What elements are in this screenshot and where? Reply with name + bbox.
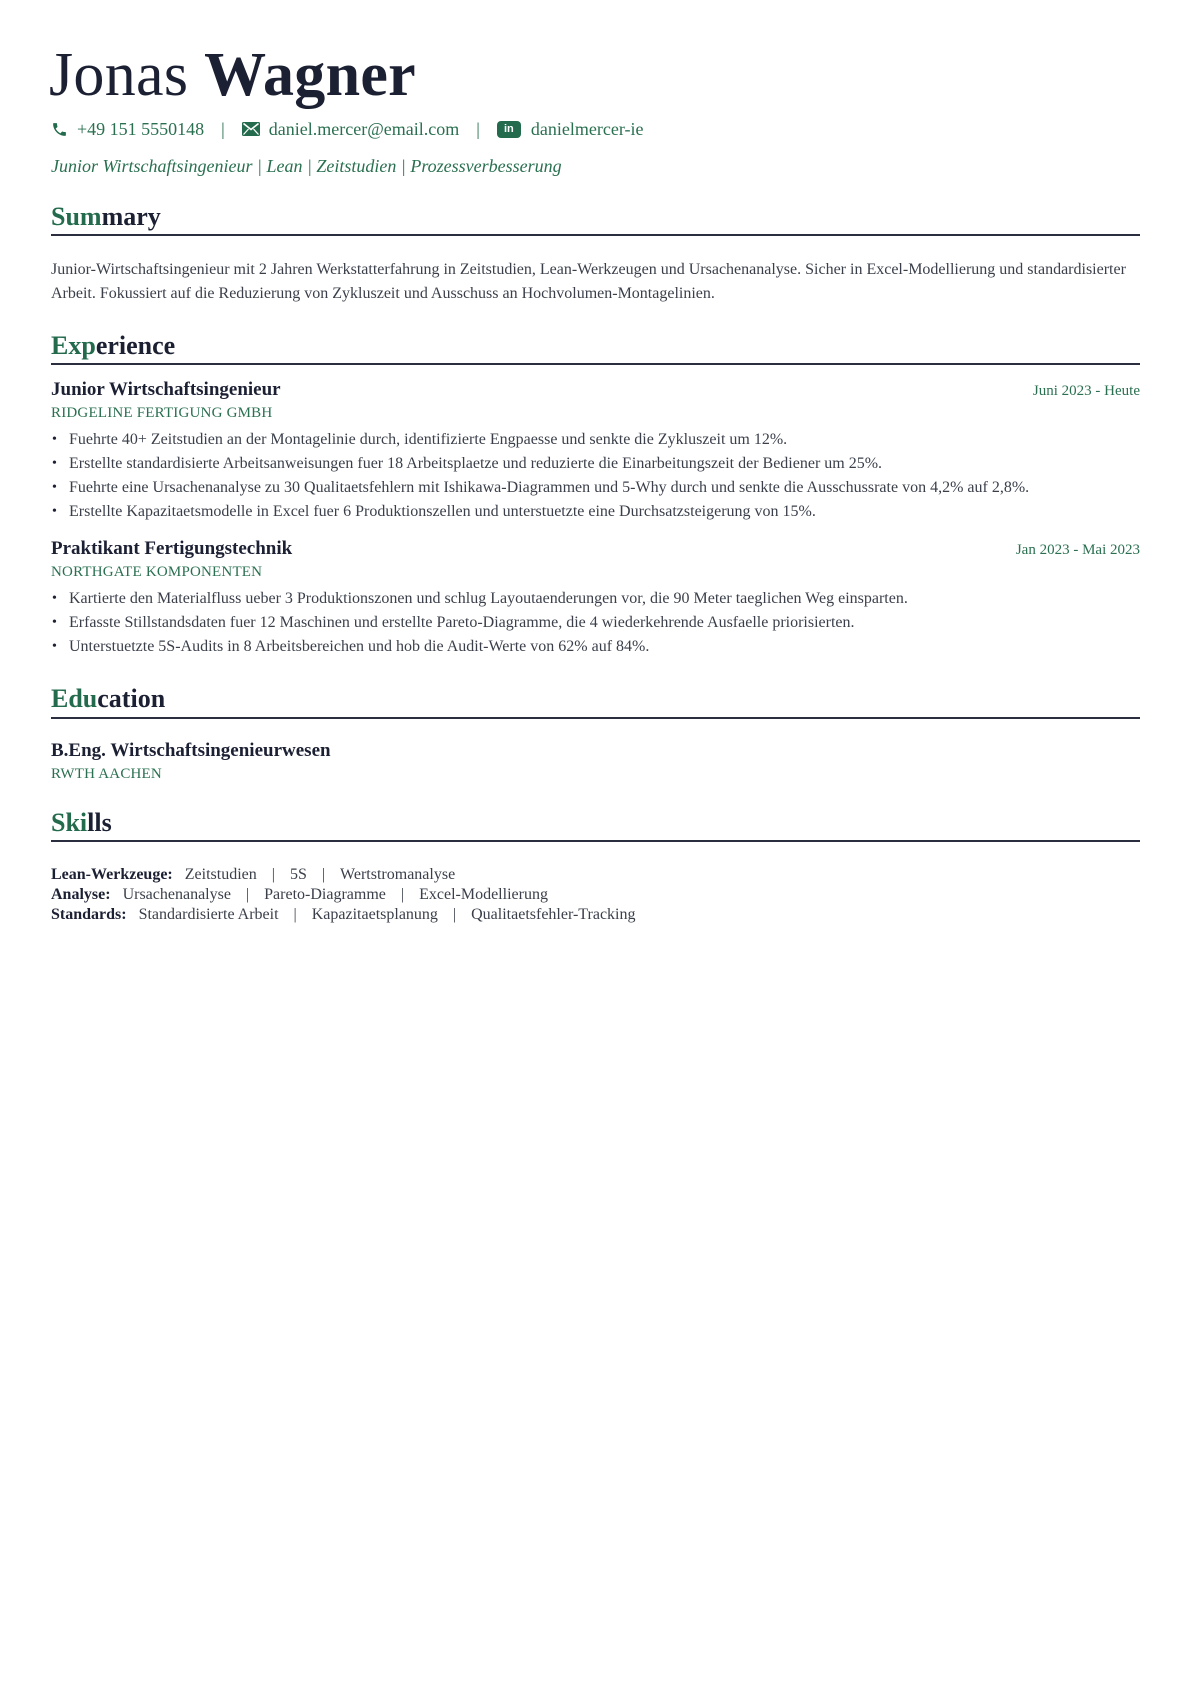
- skill-item: 5S: [289, 865, 307, 883]
- heading-rest: erience: [95, 331, 176, 361]
- degree: B.Eng. Wirtschaftsingenieurwesen: [51, 739, 331, 761]
- phone-number: +49 151 5550148: [77, 118, 205, 139]
- contact-email[interactable]: [242, 119, 460, 140]
- skill-item: Qualitaetsfehler-Tracking: [471, 905, 636, 923]
- list-item: • Unterstuetzte 5S-Audits in 8 Arbeitsbereichen und hob die Audit-Werte von 62% auf 84%.: [51, 635, 1140, 659]
- heading-accent: Ski: [51, 807, 88, 837]
- job-entry: [51, 538, 1140, 659]
- email-address: daniel.mercer@email.com: [268, 118, 460, 139]
- summary-section: [51, 201, 1140, 306]
- skill-row: [51, 885, 1140, 905]
- list-item: • Fuehrte eine Ursachenanalyse zu 30 Qualitaetsfehlern mit Ishikawa-Diagrammen und 5-Why durch und senkte die Ausschussrate von 4,2% auf 2,8%.: [51, 476, 1140, 500]
- candidate-name: [49, 41, 1140, 109]
- skill-row: [51, 905, 1140, 925]
- skills-section: [51, 807, 1140, 925]
- heading-rest: cation: [97, 684, 166, 714]
- job-title: Praktikant Fertigungstechnik: [51, 538, 293, 560]
- skill-item: Standardisierte Arbeit: [138, 905, 279, 923]
- section-heading: [51, 330, 1140, 365]
- skill-row: [51, 865, 1140, 885]
- heading-accent: Exp: [51, 331, 96, 361]
- linkedin-handle: danielmercer-ie: [530, 118, 644, 139]
- skill-category: Lean-Werkzeuge:: [51, 865, 173, 883]
- heading-accent: Edu: [51, 684, 98, 714]
- skill-item: Ursachenanalyse: [122, 885, 231, 903]
- skill-category: Analyse:: [51, 885, 111, 903]
- heading-accent: Sum: [51, 202, 102, 231]
- education-section: [51, 683, 1140, 782]
- experience-section: [51, 330, 1140, 659]
- summary-text: Junior-Wirtschaftsingenieur mit 2 Jahren Werkstatterfahrung in Zeitstudien, Lean-Werkzeugen und Ursachenanalyse. Sicher in Excel-Modellierung und standardisierter Arbeit. Fokussiert auf die Reduzierung von Zykluszeit und Ausschuss an Hochvolumen-Montagelinien.: [51, 261, 1126, 303]
- list-item: • Fuehrte 40+ Zeitstudien an der Montagelinie durch, identifizierte Engpaesse und senkte die Zykluszeit um 12%.: [51, 428, 1140, 452]
- job-bullets: [51, 428, 1140, 524]
- skill-item: Excel-Modellierung: [419, 885, 548, 903]
- job-bullets: [51, 587, 1140, 659]
- section-heading: [51, 201, 1140, 236]
- first-name: Jonas: [49, 41, 189, 109]
- job-company: RIDGELINE FERTIGUNG GMBH: [51, 405, 273, 422]
- skill-item: Pareto-Diagramme: [264, 885, 386, 903]
- contact-bar: [51, 118, 1140, 140]
- section-heading: [51, 683, 1140, 718]
- skills-list: [51, 865, 1140, 925]
- education-entry: [51, 740, 1140, 783]
- headline-tagline: Junior Wirtschaftsingenieur | Lean | Zeitstudien | Prozessverbesserung: [51, 156, 562, 176]
- heading-rest: mary: [101, 202, 161, 231]
- skill-separator: |: [245, 885, 250, 903]
- list-item: • Erfasste Stillstandsdaten fuer 12 Maschinen und erstellte Pareto-Diagramme, die 4 wiederkehrende Ausfaelle priorisierten.: [51, 611, 1140, 635]
- job-date: Jan 2023 - Mai 2023: [1015, 542, 1140, 559]
- envelope-icon: [242, 122, 260, 136]
- skill-separator: |: [293, 905, 297, 923]
- contact-separator: |: [476, 118, 480, 139]
- contact-linkedin[interactable]: [497, 119, 644, 140]
- list-item: • Erstellte standardisierte Arbeitsanweisungen fuer 18 Arbeitsplaetze und reduzierte die Einarbeitungszeit der Bediener um 25%.: [51, 452, 1140, 476]
- skill-separator: |: [400, 885, 405, 903]
- list-item: • Erstellte Kapazitaetsmodelle in Excel fuer 6 Produktionszellen und unterstuetzte eine Durchsatzsteigerung von 15%.: [51, 500, 1140, 524]
- skill-item: Wertstromanalyse: [340, 865, 456, 883]
- job-date: Juni 2023 - Heute: [1032, 383, 1140, 400]
- list-item: • Kartierte den Materialfluss ueber 3 Produktionszonen und schlug Layoutaenderungen vor, die 90 Meter taeglichen Weg einsparten.: [51, 587, 1140, 611]
- job-entry: [51, 379, 1140, 524]
- linkedin-icon: in: [497, 121, 521, 138]
- skill-separator: |: [321, 865, 326, 883]
- skill-separator: |: [271, 865, 275, 883]
- job-company: NORTHGATE KOMPONENTEN: [51, 564, 263, 581]
- contact-separator: |: [221, 118, 225, 139]
- heading-rest: lls: [87, 807, 112, 837]
- skill-item: Zeitstudien: [184, 865, 257, 883]
- skill-category: Standards:: [51, 905, 127, 923]
- skill-separator: |: [452, 905, 457, 923]
- school: RWTH AACHEN: [51, 765, 162, 782]
- section-heading: [51, 807, 1140, 842]
- contact-phone[interactable]: [51, 119, 204, 140]
- phone-icon: [51, 121, 68, 138]
- job-title: Junior Wirtschaftsingenieur: [51, 379, 281, 401]
- last-name: Wagner: [204, 41, 416, 109]
- skill-item: Kapazitaetsplanung: [311, 905, 438, 923]
